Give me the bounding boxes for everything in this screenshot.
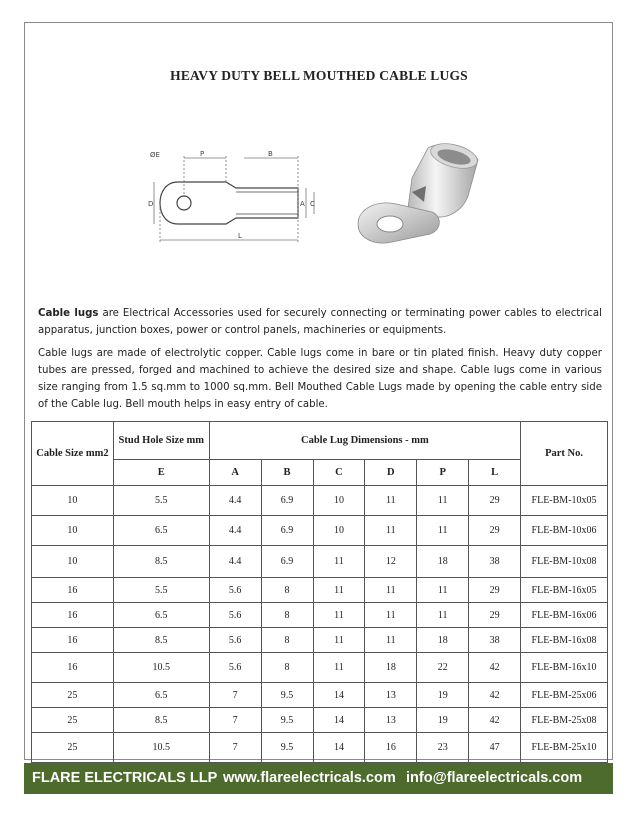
cell-stud-e: 10.5 — [113, 733, 209, 763]
cell-dim-c: 11 — [313, 653, 365, 683]
table-row — [32, 733, 608, 763]
cell-dim-d: 11 — [365, 516, 417, 546]
cell-cable-size: 10 — [32, 486, 114, 516]
diagram-label-c: C — [310, 200, 315, 208]
cell-dim-p: 22 — [417, 653, 469, 683]
column-header-c: C — [313, 460, 365, 486]
table-row — [32, 486, 608, 516]
cell-cable-size: 25 — [32, 733, 114, 763]
cell-stud-e: 6.5 — [113, 516, 209, 546]
cell-dim-l: 38 — [469, 628, 521, 653]
cell-dim-c: 11 — [313, 603, 365, 628]
cell-part-no: FLE-BM-16x10 — [521, 653, 608, 683]
diagram-label-l: L — [238, 232, 242, 240]
cell-dim-l: 42 — [469, 653, 521, 683]
cell-stud-e: 8.5 — [113, 628, 209, 653]
cell-dim-l: 47 — [469, 733, 521, 763]
footer-company: FLARE ELECTRICALS LLP — [32, 770, 218, 786]
cell-cable-size: 16 — [32, 578, 114, 603]
cell-dim-d: 18 — [365, 653, 417, 683]
cell-cable-size: 10 — [32, 546, 114, 578]
cell-dim-a: 4.4 — [209, 516, 261, 546]
header-dimensions: Cable Lug Dimensions - mm — [209, 422, 520, 460]
cell-dim-p: 11 — [417, 516, 469, 546]
cell-dim-c: 11 — [313, 628, 365, 653]
column-header-l: L — [469, 460, 521, 486]
table-row — [32, 683, 608, 708]
table-row — [32, 516, 608, 546]
footer-bar — [24, 763, 613, 794]
table-row — [32, 708, 608, 733]
header-cable-size: Cable Size mm2 — [32, 422, 114, 486]
cell-dim-p: 11 — [417, 486, 469, 516]
cable-lug-table — [31, 421, 608, 763]
cell-stud-e: 6.5 — [113, 603, 209, 628]
cell-cable-size: 10 — [32, 516, 114, 546]
table-row — [32, 546, 608, 578]
cell-dim-p: 19 — [417, 708, 469, 733]
cell-dim-c: 10 — [313, 516, 365, 546]
cell-dim-a: 4.4 — [209, 546, 261, 578]
page-title: HEAVY DUTY BELL MOUTHED CABLE LUGS — [170, 68, 468, 83]
cell-dim-p: 11 — [417, 603, 469, 628]
cell-dim-d: 16 — [365, 733, 417, 763]
description-paragraph: Cable lugs are made of electrolytic copper. Cable lugs come in bare or tin plated finish. Heavy duty copper tubes are pressed, forged and machined to achieve the desired size and shape. Cable lugs come in various size ranging from 1.5 sq.mm to 1000 sq.mm. Bell Mouthed Cable Lugs made by opening the cable entry side of the Cable lug. Bell mouth helps in easy entry of cable. — [38, 348, 602, 410]
cell-dim-b: 6.9 — [261, 486, 313, 516]
intro-text: are Electrical Accessories used for securely connecting or terminating power cables to electrical apparatus, junction boxes, power or control panels, machineries or equipments. — [38, 308, 602, 336]
table-row — [32, 603, 608, 628]
cell-part-no: FLE-BM-25x08 — [521, 708, 608, 733]
cell-dim-d: 13 — [365, 683, 417, 708]
diagram-label-e: ØE — [150, 151, 160, 159]
table-row — [32, 653, 608, 683]
cell-dim-b: 9.5 — [261, 733, 313, 763]
cell-dim-b: 8 — [261, 578, 313, 603]
diagram-label-p: P — [200, 150, 205, 158]
lug-dimension-diagram — [148, 148, 320, 252]
cell-dim-l: 29 — [469, 516, 521, 546]
cell-cable-size: 16 — [32, 628, 114, 653]
cell-stud-e: 5.5 — [113, 486, 209, 516]
cell-dim-a: 7 — [209, 733, 261, 763]
column-header-p: P — [417, 460, 469, 486]
cell-dim-d: 11 — [365, 486, 417, 516]
cell-part-no: FLE-BM-10x06 — [521, 516, 608, 546]
cell-part-no: FLE-BM-16x08 — [521, 628, 608, 653]
cell-dim-d: 11 — [365, 628, 417, 653]
cell-dim-a: 5.6 — [209, 603, 261, 628]
cell-dim-p: 18 — [417, 628, 469, 653]
cell-cable-size: 16 — [32, 653, 114, 683]
cell-dim-d: 11 — [365, 603, 417, 628]
cell-stud-e: 8.5 — [113, 546, 209, 578]
cell-dim-a: 7 — [209, 683, 261, 708]
cell-cable-size: 25 — [32, 683, 114, 708]
cell-stud-e: 5.5 — [113, 578, 209, 603]
diagram-label-d: D — [148, 200, 154, 208]
cell-dim-l: 42 — [469, 683, 521, 708]
cell-dim-p: 23 — [417, 733, 469, 763]
intro-paragraph — [38, 305, 602, 339]
cell-dim-c: 14 — [313, 708, 365, 733]
cell-dim-d: 12 — [365, 546, 417, 578]
diagram-label-b: B — [268, 150, 273, 158]
cell-part-no: FLE-BM-25x06 — [521, 683, 608, 708]
cell-dim-a: 5.6 — [209, 628, 261, 653]
column-header-d: D — [365, 460, 417, 486]
cell-dim-c: 14 — [313, 683, 365, 708]
cell-dim-b: 8 — [261, 628, 313, 653]
cell-part-no: FLE-BM-10x08 — [521, 546, 608, 578]
cell-dim-c: 10 — [313, 486, 365, 516]
cell-dim-c: 11 — [313, 578, 365, 603]
cell-part-no: FLE-BM-16x06 — [521, 603, 608, 628]
cell-dim-l: 29 — [469, 578, 521, 603]
cell-part-no: FLE-BM-25x10 — [521, 733, 608, 763]
cell-dim-l: 29 — [469, 486, 521, 516]
cell-dim-a: 5.6 — [209, 653, 261, 683]
cell-dim-d: 13 — [365, 708, 417, 733]
footer-website[interactable]: www.flareelectricals.com — [223, 770, 396, 786]
cell-dim-p: 18 — [417, 546, 469, 578]
cell-dim-b: 9.5 — [261, 683, 313, 708]
cell-dim-p: 11 — [417, 578, 469, 603]
cell-dim-a: 7 — [209, 708, 261, 733]
cell-dim-c: 14 — [313, 733, 365, 763]
cell-dim-c: 11 — [313, 546, 365, 578]
diagram-label-a: A — [300, 200, 305, 208]
footer-email[interactable]: info@flareelectricals.com — [406, 770, 583, 786]
cell-stud-e: 8.5 — [113, 708, 209, 733]
cell-cable-size: 25 — [32, 708, 114, 733]
cell-dim-p: 19 — [417, 683, 469, 708]
cell-stud-e: 10.5 — [113, 653, 209, 683]
cell-dim-l: 29 — [469, 603, 521, 628]
cable-lug-photo — [350, 138, 490, 250]
cell-cable-size: 16 — [32, 603, 114, 628]
column-header-e: E — [113, 460, 209, 486]
cell-dim-l: 38 — [469, 546, 521, 578]
intro-lead-term: Cable lugs — [38, 308, 99, 319]
header-stud-hole-size: Stud Hole Size mm — [113, 422, 209, 460]
cell-dim-b: 8 — [261, 653, 313, 683]
cell-dim-b: 6.9 — [261, 516, 313, 546]
cell-dim-b: 8 — [261, 603, 313, 628]
cell-dim-a: 4.4 — [209, 486, 261, 516]
cell-part-no: FLE-BM-10x05 — [521, 486, 608, 516]
header-part-no: Part No. — [521, 422, 608, 486]
cell-dim-d: 11 — [365, 578, 417, 603]
table-row — [32, 628, 608, 653]
cell-dim-b: 6.9 — [261, 546, 313, 578]
cell-part-no: FLE-BM-16x05 — [521, 578, 608, 603]
cell-stud-e: 6.5 — [113, 683, 209, 708]
cell-dim-l: 42 — [469, 708, 521, 733]
table-row — [32, 578, 608, 603]
cell-dim-a: 5.6 — [209, 578, 261, 603]
cell-dim-b: 9.5 — [261, 708, 313, 733]
column-header-b: B — [261, 460, 313, 486]
column-header-a: A — [209, 460, 261, 486]
